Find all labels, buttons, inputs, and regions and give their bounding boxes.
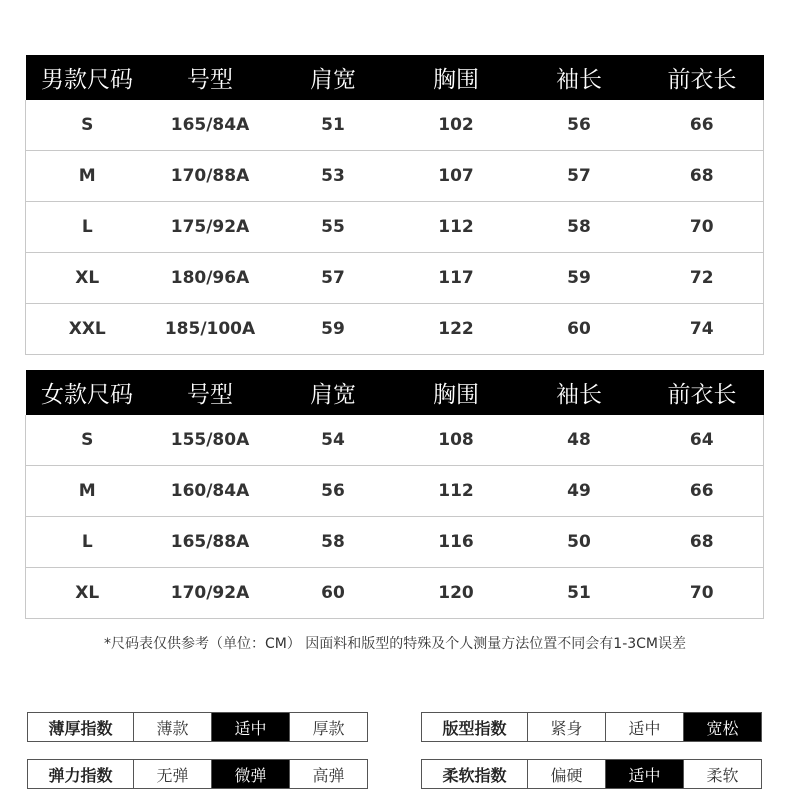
index-option: 柔软 — [683, 760, 761, 788]
model-cell: 170/92A — [149, 568, 272, 619]
length-cell: 68 — [641, 151, 764, 202]
header-cell: 号型 — [149, 370, 272, 415]
header-cell: 前衣长 — [641, 370, 764, 415]
index-option: 厚款 — [289, 713, 367, 741]
table-row — [26, 568, 764, 619]
shoulder-cell: 55 — [272, 202, 395, 253]
header-cell: 肩宽 — [272, 370, 395, 415]
sleeve-cell: 49 — [518, 466, 641, 517]
table-row — [26, 415, 764, 466]
fit-index — [421, 712, 762, 742]
chest-cell: 108 — [438, 430, 474, 450]
sleeve-cell: 58 — [518, 202, 641, 253]
chest-cell: 122 — [395, 304, 518, 355]
index-option: 宽松 — [683, 713, 761, 741]
sleeve-cell: 51 — [518, 568, 641, 619]
model-cell: 175/92A — [149, 202, 272, 253]
shoulder-cell: 53 — [272, 151, 395, 202]
size-cell: L — [26, 202, 149, 253]
size-cell: M — [26, 466, 149, 517]
size-cell: S — [81, 115, 94, 135]
header-cell: 前衣长 — [641, 55, 764, 100]
elasticity-index — [27, 759, 368, 789]
index-option: 高弹 — [289, 760, 367, 788]
length-cell: 66 — [641, 466, 764, 517]
table-row — [26, 304, 764, 355]
index-option: 偏硬 — [527, 760, 605, 788]
model-cell: 165/84A — [170, 115, 250, 135]
header-cell: 袖长 — [518, 55, 641, 100]
index-option: 适中 — [605, 713, 683, 741]
size-cell: XXL — [26, 304, 149, 355]
size-cell: XL — [26, 568, 149, 619]
index-option: 无弹 — [133, 760, 211, 788]
chest-cell: 112 — [395, 202, 518, 253]
header-cell: 胸围 — [395, 370, 518, 415]
size-cell: S — [81, 430, 94, 450]
header-cell: 男款尺码 — [26, 55, 149, 100]
shoulder-cell: 58 — [272, 517, 395, 568]
women-size-table — [25, 370, 764, 619]
sleeve-cell: 50 — [518, 517, 641, 568]
length-cell: 66 — [689, 115, 714, 135]
chest-cell: 120 — [395, 568, 518, 619]
model-cell: 160/84A — [149, 466, 272, 517]
length-cell: 74 — [641, 304, 764, 355]
table-row — [26, 253, 764, 304]
men-size-table — [25, 55, 764, 355]
index-label: 薄厚指数 — [48, 718, 113, 738]
sleeve-cell: 60 — [518, 304, 641, 355]
index-option: 薄款 — [133, 713, 211, 741]
men-header-row — [26, 55, 764, 100]
model-cell: 180/96A — [149, 253, 272, 304]
length-cell: 68 — [641, 517, 764, 568]
index-option: 微弹 — [211, 760, 289, 788]
header-cell: 肩宽 — [272, 55, 395, 100]
women-header-row — [26, 370, 764, 415]
table-row — [26, 100, 764, 151]
table-row — [26, 151, 764, 202]
length-cell: 72 — [641, 253, 764, 304]
size-cell: XL — [26, 253, 149, 304]
model-cell: 155/80A — [170, 430, 250, 450]
shoulder-cell: 60 — [272, 568, 395, 619]
shoulder-cell: 57 — [272, 253, 395, 304]
size-note: *尺码表仅供参考（单位：CM） 因面料和版型的特殊及个人测量方法位置不同会有1-3CM误差 — [103, 636, 687, 652]
shoulder-cell: 59 — [272, 304, 395, 355]
index-option: 适中 — [605, 760, 683, 788]
header-cell: 女款尺码 — [26, 370, 149, 415]
sleeve-cell: 48 — [567, 430, 591, 450]
model-cell: 185/100A — [149, 304, 272, 355]
index-option: 适中 — [211, 713, 289, 741]
thickness-index — [27, 712, 368, 742]
model-cell: 165/88A — [149, 517, 272, 568]
chest-cell: 107 — [395, 151, 518, 202]
size-cell: L — [26, 517, 149, 568]
shoulder-cell: 51 — [321, 115, 345, 135]
index-option: 紧身 — [527, 713, 605, 741]
sleeve-cell: 59 — [518, 253, 641, 304]
index-label: 弹力指数 — [48, 765, 113, 785]
softness-index — [421, 759, 762, 789]
index-label: 版型指数 — [442, 718, 507, 738]
model-cell: 170/88A — [149, 151, 272, 202]
chest-cell: 117 — [395, 253, 518, 304]
sleeve-cell: 56 — [567, 115, 591, 135]
header-cell: 胸围 — [395, 55, 518, 100]
table-row — [26, 517, 764, 568]
chest-cell: 102 — [438, 115, 474, 135]
chest-cell: 116 — [395, 517, 518, 568]
index-label: 柔软指数 — [442, 765, 507, 785]
shoulder-cell: 56 — [272, 466, 395, 517]
table-row — [26, 202, 764, 253]
header-cell: 号型 — [149, 55, 272, 100]
length-cell: 70 — [641, 568, 764, 619]
chest-cell: 112 — [395, 466, 518, 517]
length-cell: 64 — [689, 430, 714, 450]
table-row — [26, 466, 764, 517]
size-cell: M — [26, 151, 149, 202]
header-cell: 袖长 — [518, 370, 641, 415]
sleeve-cell: 57 — [518, 151, 641, 202]
shoulder-cell: 54 — [321, 430, 345, 450]
length-cell: 70 — [641, 202, 764, 253]
